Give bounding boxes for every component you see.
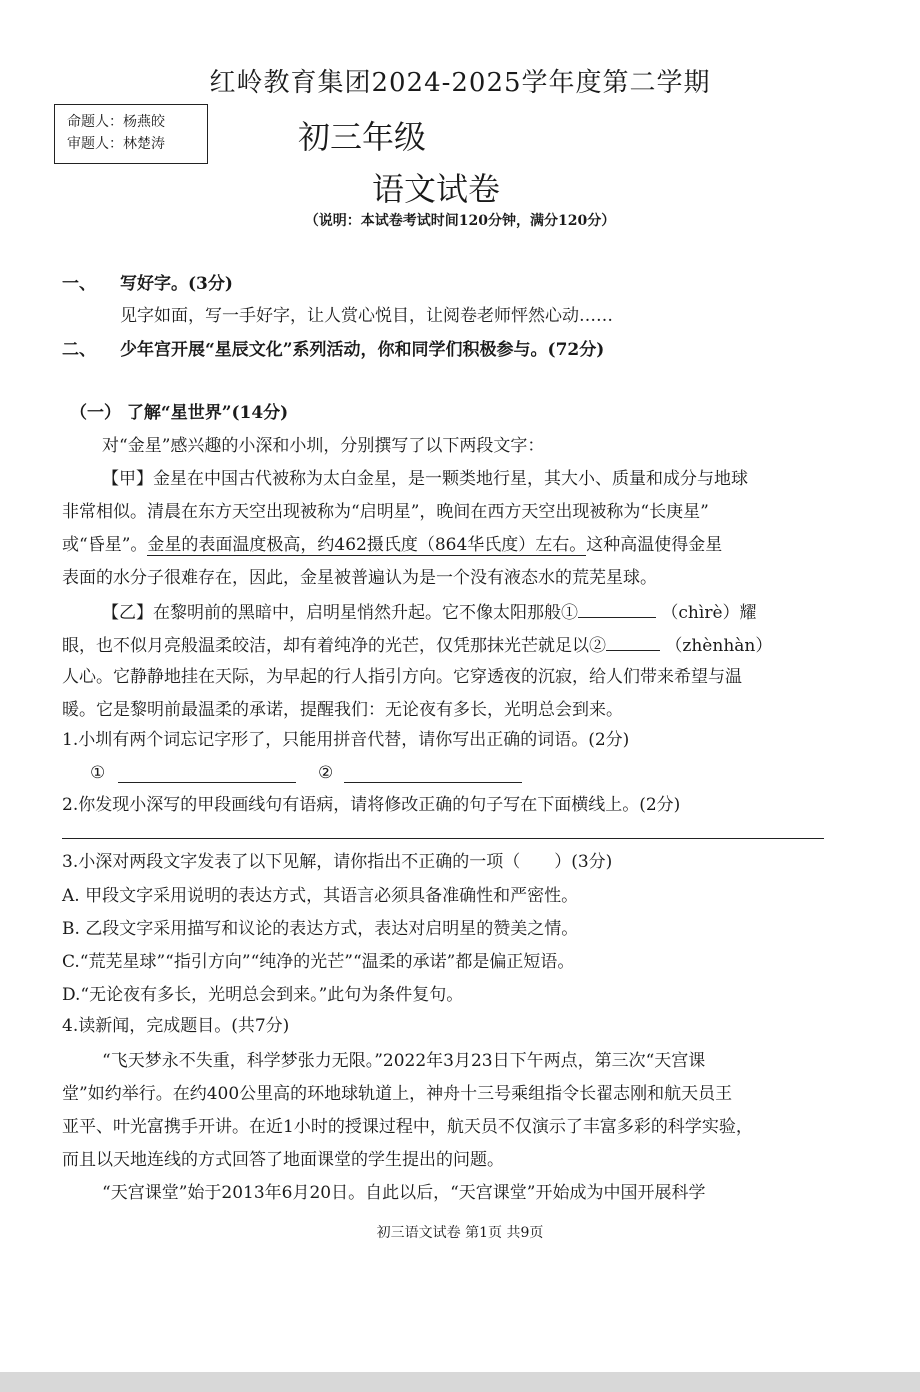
exam-note: （说明：本试卷考试时间120分钟，满分120分） <box>304 213 616 229</box>
question-3-option-a: A. 甲段文字采用说明的表达方式，其语言必须具备准确性和严密性。 <box>62 886 579 906</box>
question-4: 4.读新闻，完成题目。(共7分) <box>62 1016 290 1036</box>
news-p1-line-2: 堂”如约举行。在约400公里高的环地球轨道上，神舟十三号乘组指令长翟志刚和航天员王 <box>62 1084 733 1104</box>
news-p1-line-3: 亚平、叶光富携手开讲。在近1小时的授课过程中，航天员不仅演示了丰富多彩的科学实验， <box>62 1117 753 1137</box>
passage-yi-line-1 <box>102 601 757 623</box>
section-two-number: 二、 <box>62 340 96 360</box>
author-box <box>54 104 208 164</box>
passage-yi-line-1-start: 【乙】在黎明前的黑暗中，启明星悄然升起。它不像太阳那般① <box>102 603 578 623</box>
news-p1-line-4: 而且以天地连线的方式回答了地面课堂的学生提出的问题。 <box>62 1150 504 1170</box>
question-3-option-c: C.“荒芜星球”“指引方向”“纯净的光芒”“温柔的承诺”都是偏正短语。 <box>62 952 575 972</box>
answer-line-1[interactable] <box>118 782 296 783</box>
section-one-title: 写好字。(3分) <box>120 274 233 294</box>
exam-school-title: 红岭教育集团2024-2025学年度第二学期 <box>209 68 711 98</box>
passage-yi-line-4: 暖。它是黎明前最温柔的承诺，提醒我们：无论夜有多长，光明总会到来。 <box>62 700 623 720</box>
grade-title: 初三年级 <box>298 118 427 156</box>
blank-2[interactable] <box>606 634 660 651</box>
pinyin-zhenhan: （zhènhàn） <box>665 636 773 656</box>
passage-yi-line-2 <box>62 634 772 656</box>
question-2: 2.你发现小深写的甲段画线句有语病，请将修改正确的句子写在下面横线上。(2分) <box>62 795 681 815</box>
question-3-option-d: D.“无论夜有多长，光明总会到来。”此句为条件复句。 <box>62 985 464 1005</box>
passage-jia-line-3 <box>62 535 722 555</box>
section-two-title: 少年宫开展“星辰文化”系列活动，你和同学们积极参与。(72分) <box>120 340 605 360</box>
question-setter: 命题人：杨燕皎 <box>67 114 165 130</box>
passage-jia-line-3-end: 这种高温使得金星 <box>586 535 723 555</box>
question-1-mark-2: ② <box>318 763 334 783</box>
question-reviewer: 审题人：林楚涛 <box>67 136 165 152</box>
question-3-option-b: B. 乙段文字采用描写和议论的表达方式，表达对启明星的赞美之情。 <box>62 919 579 939</box>
passage-jia-line-2: 非常相似。清晨在东方天空出现被称为“启明星”，晚间在西方天空出现被称为“长庚星” <box>62 502 709 522</box>
news-p2-line-1: “天宫课堂”始于2013年6月20日。自此以后，“天宫课堂”开始成为中国开展科学 <box>102 1183 706 1203</box>
answer-line-3[interactable] <box>62 838 824 839</box>
underlined-sentence: 金星的表面温度极高，约462摄氏度（864华氏度）左右。 <box>147 535 587 555</box>
answer-line-2[interactable] <box>344 782 522 783</box>
passage-jia-line-4: 表面的水分子很难存在，因此，金星被普遍认为是一个没有液态水的荒芜星球。 <box>62 568 657 588</box>
passage-jia-line-3-start: 或“昏星”。 <box>62 535 148 555</box>
page-footer: 初三语文试卷 第1页 共9页 <box>376 1225 544 1241</box>
question-1: 1.小圳有两个词忘记字形了，只能用拼音代替，请你写出正确的词语。(2分) <box>62 730 630 750</box>
bottom-scroll-band <box>0 1372 920 1392</box>
news-p1-line-1: “飞天梦永不失重，科学梦张力无限。”2022年3月23日下午两点，第三次“天宫课 <box>102 1051 706 1071</box>
subject-title: 语文试卷 <box>372 170 501 208</box>
passage-yi-line-2-start: 眼，也不似月亮般温柔皎洁，却有着纯净的光芒，仅凭那抹光芒就足以② <box>62 636 606 656</box>
blank-1[interactable] <box>578 601 656 618</box>
part-one-title: （一） 了解“星世界”(14分) <box>70 403 289 423</box>
part-one-intro: 对“金星”感兴趣的小深和小圳，分别撰写了以下两段文字： <box>102 436 545 456</box>
question-3: 3.小深对两段文字发表了以下见解，请你指出不正确的一项（ ）(3分) <box>62 852 613 872</box>
section-one-number: 一、 <box>62 274 96 294</box>
passage-jia-line-1: 【甲】金星在中国古代被称为太白金星，是一颗类地行星，其大小、质量和成分与地球 <box>102 469 748 489</box>
section-one-text: 见字如面，写一手好字，让人赏心悦目，让阅卷老师怦然心动…… <box>120 306 613 326</box>
question-1-mark-1: ① <box>90 763 106 783</box>
pinyin-chire: （chìrè）耀 <box>661 603 757 623</box>
passage-yi-line-3: 人心。它静静地挂在天际，为早起的行人指引方向。它穿透夜的沉寂，给人们带来希望与温 <box>62 667 742 687</box>
